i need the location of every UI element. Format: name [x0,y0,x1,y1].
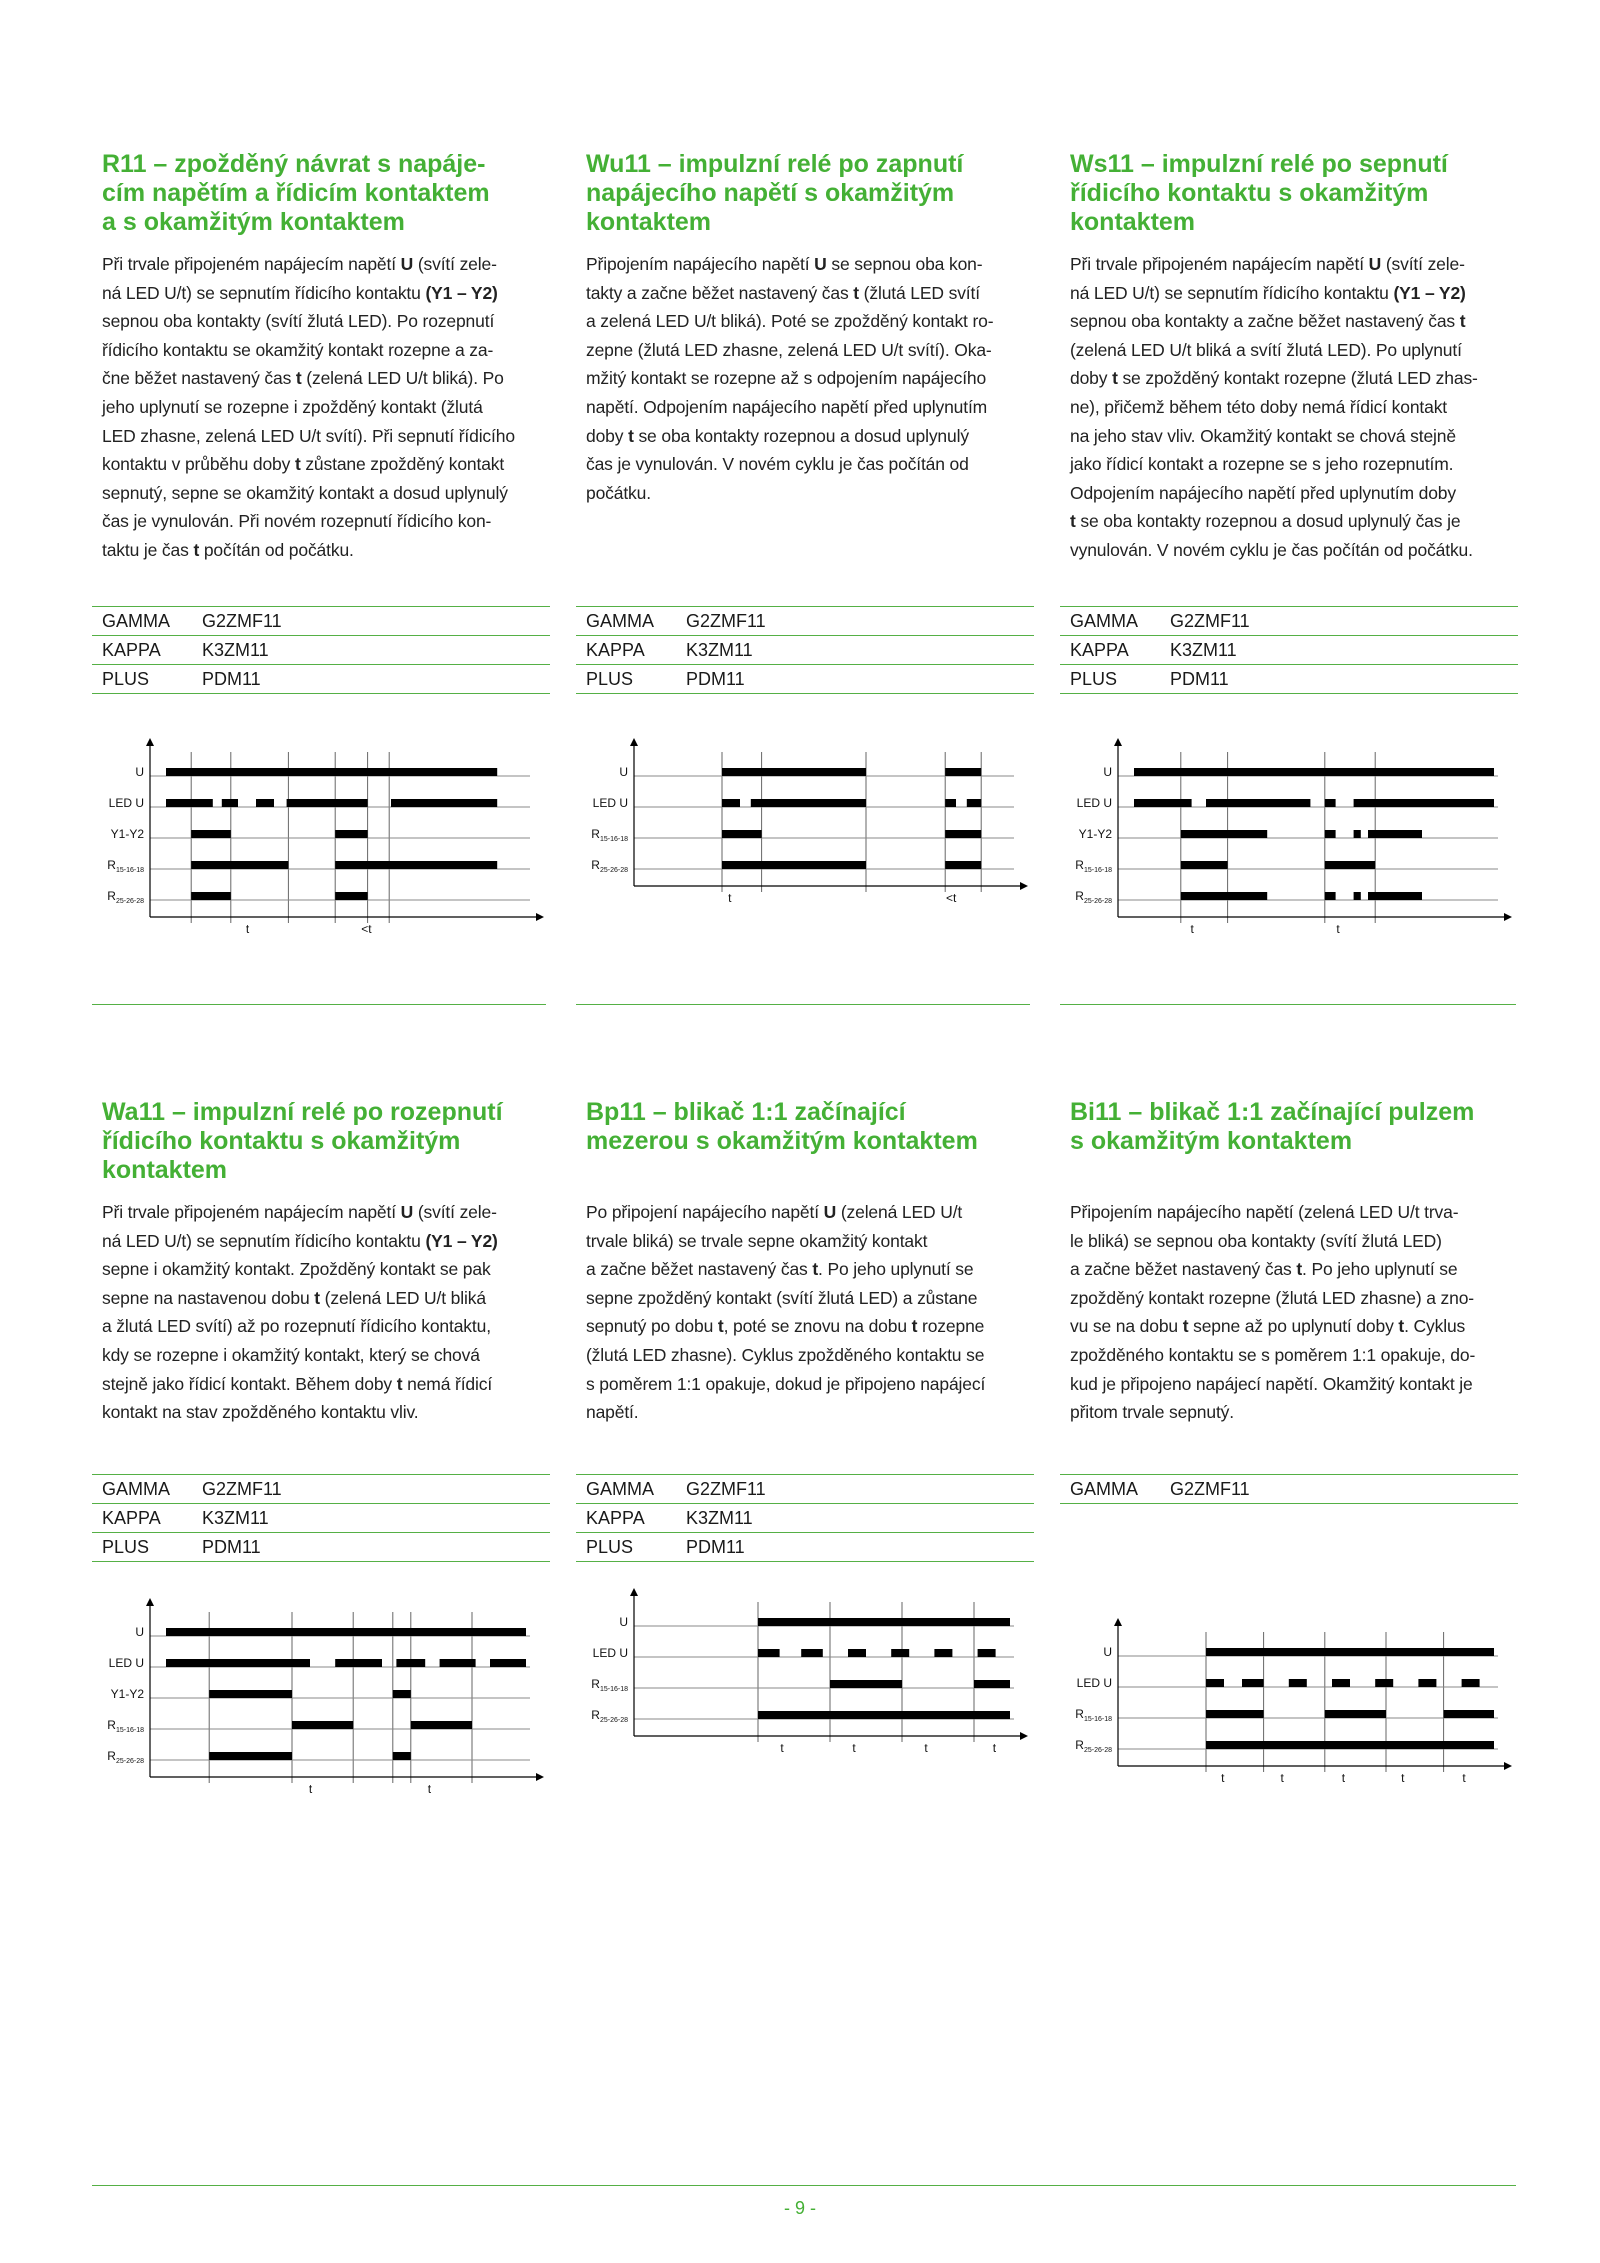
signal-pulse [1418,1679,1436,1687]
signal-pulse [945,768,981,776]
product-family: GAMMA [586,610,655,631]
signal-pulse [191,892,231,900]
y-axis-arrow [146,738,154,746]
text-run: (zelená LED U/t bliká). Po jeho uplynutí se rozepne i zpožděný kontakt (žlutá LED zhasne, zelená LED U/t svítí). Při sepnutí řídicího kontaktu v průběhu doby [102,368,515,475]
signal-pulse [848,1649,866,1657]
product-code: G2ZMF11 [1170,1478,1250,1499]
signal-pulse [335,1659,382,1667]
signal-pulse [440,1659,476,1667]
product-code: PDM11 [1170,668,1229,689]
time-axis-arrow [536,913,544,921]
section-ws11 [1070,150,1518,936]
signal-pulse [1354,830,1361,838]
section-title: Wa11 – impulzní relé po rozepnutí řídicího kontaktu s okamžitým kontaktem [102,1098,503,1184]
signal-pulse [758,1711,1010,1719]
bold-run: (Y1 – Y2) [1393,282,1466,303]
product-family: GAMMA [102,610,171,631]
signal-label-sub: 25-26-28 [599,867,628,874]
signal-pulse [396,1659,425,1667]
product-table [1060,606,1518,694]
time-axis-arrow [1020,882,1028,890]
text-run: , poté se znovu na dobu [723,1316,912,1337]
signal-pulse [978,1649,996,1657]
product-family: GAMMA [1070,610,1139,631]
text-run: . Po jeho uplynutí se sepne zpožděný kontakt (svítí žlutá LED) a zůstane sepnutý po dobu [586,1259,978,1337]
product-family: PLUS [102,1536,150,1557]
signal-label: Y1-Y2 [110,1687,144,1701]
signal-pulse [1206,1648,1494,1656]
signal-pulse [1134,799,1192,807]
product-row [576,636,1034,665]
product-family: PLUS [102,668,150,689]
time-axis-arrow [1504,1762,1512,1770]
section-description [1070,250,1518,565]
signal-label: Y1-Y2 [110,827,144,841]
product-table [576,1474,1034,1562]
section-divider [576,1004,1030,1005]
signal-pulse [1325,830,1336,838]
signal-label: LED U [1076,796,1112,810]
product-row [1060,1475,1518,1504]
bold-run: U [814,254,827,274]
section-wu11 [586,150,1034,905]
signal-label: $R_{15-16-18}$ [591,1677,628,1693]
signal-pulse [391,799,497,807]
timing-diagram [90,1598,550,1801]
text-run: zůstane zpožděný kontakt sepnutý, sepne se okamžitý kontakt a dosud uplynulý čas je vynulován. Při novém rozepnutí řídicího kon- taktu je čas [102,454,508,560]
text-run: sepnou oba kontakty a začne běžet nastavený čas [1070,311,1456,332]
signal-pulse [292,1721,353,1729]
signal-pulse [1354,799,1494,807]
text-run: se sepnou oba kon- takty a začne běžet nastavený čas [586,254,983,303]
signal-label: U [619,1615,628,1629]
signal-label-sub: 15-16-18 [599,1686,628,1693]
signal-pulse [256,799,274,807]
signal-pulse [1206,799,1310,807]
y-axis-arrow [1114,738,1122,746]
signal-pulse [758,1618,1010,1626]
product-row [1060,665,1518,694]
text-run: sepne až po uplynutí doby [1188,1316,1399,1337]
signal-pulse [1206,1741,1494,1749]
signal-label: U [619,765,628,779]
signal-pulse [1289,1679,1307,1687]
signal-label: U [135,1625,144,1639]
signal-pulse [722,830,762,838]
product-code: PDM11 [202,668,261,689]
section-description [102,250,550,565]
bold-run: t [314,1287,320,1308]
signal-pulse [945,830,981,838]
signal-pulse [287,799,368,807]
signal-pulse [1444,1710,1494,1718]
bold-run: t [628,425,634,446]
signal-pulse [1206,1710,1264,1718]
signal-pulse [166,768,497,776]
text-run: Při trvale připojeném napájecím napětí [102,1202,401,1222]
text-run: (zelená LED U/t trvale bliká) se trvale sepne okamžitý kontakt a začne běžet nastavený čas [586,1202,963,1280]
signal-pulse [166,1659,310,1667]
signal-label: LED U [592,796,628,810]
product-family: KAPPA [586,639,645,660]
product-code: G2ZMF11 [202,1478,282,1499]
signal-pulse [1325,1710,1386,1718]
text-run: . Po jeho uplynutí se zpožděný kontakt rozepne (žlutá LED zhasne) a zno- vu se na dobu [1070,1259,1474,1337]
signal-label: $R_{25-26-28}$ [107,889,144,905]
text-run: se zpožděný kontakt rozepne (žlutá LED zhas- ne), přičemž během této doby nemá řídicí kontakt na jeho stav vliv. Okamžitý kontakt se chová stejně jako řídicí kontakt a rozepne se s jeho rozepnutím. Odpojením napájecího napětí před uplynutím doby [1070,368,1478,503]
section-bi11 [1070,1098,1518,1785]
signal-pulse [222,799,238,807]
product-family: KAPPA [102,639,161,660]
page-number: - 9 - [783,2198,816,2218]
section-description [102,1198,550,1427]
product-family: KAPPA [586,1507,645,1528]
bold-run: t [717,1316,724,1337]
time-label: <t [946,891,957,905]
signal-label-sub: 15-16-18 [1083,867,1112,874]
bold-run: U [823,1202,837,1222]
signal-pulse [934,1649,952,1657]
time-label: t [1336,922,1340,936]
signal-pulse [1354,892,1361,900]
signal-label: $R_{15-16-18}$ [1075,858,1112,874]
signal-pulse [830,1680,902,1688]
product-row [576,665,1034,694]
signal-pulse [1325,799,1336,807]
signal-pulse [209,1752,292,1760]
product-row [1060,607,1518,636]
product-row [576,607,1034,636]
signal-pulse [722,768,866,776]
signal-pulse [1462,1679,1480,1687]
time-label: t [1401,1771,1405,1785]
product-row [92,665,550,694]
product-code: K3ZM11 [686,639,753,660]
section-description [586,1198,1034,1427]
signal-label: $R_{25-26-28}$ [591,858,628,874]
signal-pulse [1375,1679,1393,1687]
y-axis-arrow [630,1588,638,1596]
product-row [92,1533,550,1562]
signal-pulse [1134,768,1494,776]
product-code: PDM11 [686,1536,745,1557]
product-code: K3ZM11 [1170,639,1237,660]
signal-pulse [490,1659,526,1667]
signal-pulse [1181,830,1267,838]
y-axis-arrow [630,738,638,746]
text-run: (zelená LED U/t bliká a žlutá LED svítí) až po rozepnutí řídicího kontaktu, kdy se rozepne i okamžitý kontakt, který se chová stejně jako řídicí kontakt. Během doby [102,1287,491,1394]
bold-run: t [853,282,859,303]
signal-label: $R_{25-26-28}$ [1075,1738,1112,1754]
text-run: se oba kontakty rozepnou a dosud uplynulý čas je vynulován. V novém cyklu je čas počítán od počátku. [586,425,969,503]
product-code: PDM11 [686,668,745,689]
bold-run: t [1070,511,1076,532]
signal-pulse [335,892,367,900]
product-family: GAMMA [1070,1478,1139,1499]
timing-diagram [574,1588,1034,1760]
section-title: Bi11 – blikač 1:1 začínající pulzem s okamžitým kontaktem [1070,1098,1475,1155]
time-label: t [780,1741,784,1755]
text-run: Při trvale připojeném napájecím napětí [1070,254,1369,274]
product-table [92,606,550,694]
signal-pulse [1242,1679,1264,1687]
timing-diagram [574,738,1034,910]
signal-pulse [722,861,866,869]
product-code: K3ZM11 [202,639,269,660]
signal-pulse [1325,861,1375,869]
signal-label-sub: 15-16-18 [115,867,144,874]
signal-pulse [945,861,981,869]
text-run: Při trvale připojeném napájecím napětí [102,254,401,274]
timing-diagram-svg [90,1598,550,1801]
y-axis-arrow [1114,1618,1122,1626]
signal-pulse [411,1721,472,1729]
text-run: (žlutá LED svítí a zelená LED U/t bliká). Poté se zpožděný kontakt ro- zepne (žlutá LED zhasne, zelená LED U/t svítí). Oka- mžitý kontakt se rozepne až s odpojením napájecího napětí. Odpojením napájecího napětí před uplynutím doby [586,282,994,446]
bold-run: (Y1 – Y2) [425,1230,498,1251]
bold-run: t [1182,1316,1189,1337]
timing-diagram-svg [574,738,1034,910]
bold-run: t [1459,311,1466,332]
text-run: sepne i okamžitý kontakt. Zpožděný kontakt se pak sepne na nastavenou dobu [102,1259,491,1308]
signal-label: $R_{25-26-28}$ [107,1749,144,1765]
signal-label: LED U [1076,1676,1112,1690]
signal-label: U [1103,765,1112,779]
signal-pulse [191,830,231,838]
bold-run: t [812,1259,819,1280]
timing-diagram [1058,738,1518,941]
product-family: PLUS [1070,668,1118,689]
signal-pulse [945,799,956,807]
signal-label: $R_{25-26-28}$ [1075,889,1112,905]
timing-diagram-svg [1058,738,1518,941]
signal-pulse [1332,1679,1350,1687]
time-label: t [245,922,250,936]
time-label: <t [361,922,372,936]
text-run: Připojením napájecího napětí (zelená LED U/t trva- le bliká) se sepnou oba kontakty (svítí žlutá LED) a začne běžet nastavený čas [1070,1202,1459,1280]
product-family: GAMMA [102,1478,171,1499]
product-family: PLUS [586,1536,634,1557]
signal-label: LED U [108,796,144,810]
product-row [576,1533,1034,1562]
product-code: K3ZM11 [686,1507,753,1528]
timing-diagram [1058,1618,1518,1790]
time-label: t [852,1741,856,1755]
signal-pulse [1325,892,1336,900]
section-title: Bp11 – blikač 1:1 začínající mezerou s okamžitým kontaktem [586,1098,978,1155]
bold-run: t [1398,1316,1405,1337]
text-run: . Cyklus zpožděného kontaktu se s poměrem 1:1 opakuje, do- kud je připojeno napájecí napětí. Okamžitý kontakt je přitom trvale sepnutý. [1070,1316,1476,1423]
product-family: GAMMA [586,1478,655,1499]
time-label: t [1190,922,1194,936]
bold-run: t [911,1316,918,1337]
text-run: se oba kontakty rozepnou a dosud uplynulý čas je vynulován. V novém cyklu je čas počítán od počátku. [1070,511,1473,560]
product-family: KAPPA [1070,639,1129,660]
bold-run: (Y1 – Y2) [425,282,498,303]
product-code: G2ZMF11 [1170,610,1250,631]
signal-pulse [891,1649,909,1657]
bold-run: t [294,454,301,475]
signal-pulse [166,1628,526,1636]
bold-run: U [400,1202,414,1222]
text-run: (svítí zele- ná LED U/t) se sepnutím řídicího kontaktu [1070,254,1465,303]
product-row [1060,636,1518,665]
product-row [92,636,550,665]
footer-rule [92,2185,1516,2186]
timing-diagram-svg [574,1588,1034,1760]
signal-pulse [1368,892,1422,900]
time-label: t [1221,1771,1225,1785]
signal-label: $R_{15-16-18}$ [107,858,144,874]
signal-pulse [722,799,740,807]
signal-pulse [1368,830,1422,838]
time-label: t [992,1741,997,1755]
section-divider [92,1004,546,1005]
signal-label-sub: 15-16-18 [115,1727,144,1734]
section-description [586,250,1034,507]
time-label: t [308,1782,313,1796]
signal-label-sub: 15-16-18 [599,836,628,843]
timing-diagram-svg [1058,1618,1518,1790]
section-title: Ws11 – impulzní relé po sepnutí řídicího kontaktu s okamžitým kontaktem [1070,150,1448,236]
signal-label: Y1-Y2 [1078,827,1112,841]
signal-label-sub: 15-16-18 [1083,1716,1112,1723]
product-code: G2ZMF11 [202,610,282,631]
section-wa11 [102,1098,550,1796]
time-axis-arrow [1020,1732,1028,1740]
text-run: sepnou oba kontakty (svítí žlutá LED). Po rozepnutí řídicího kontaktu se okamžitý kontakt rozepne a za- čne běžet nastavený čas [102,311,495,389]
signal-pulse [335,830,367,838]
signal-pulse [1181,892,1267,900]
bold-run: t [1112,368,1118,389]
text-run: nemá řídicí kontakt na stav zpožděného kontaktu vliv. [102,1373,493,1423]
product-code: G2ZMF11 [686,610,766,631]
signal-label: U [135,765,144,779]
time-axis-arrow [1504,913,1512,921]
time-label: t [924,1741,928,1755]
product-table [92,1474,550,1562]
section-bp11 [586,1098,1034,1755]
time-label: t [427,1782,432,1796]
product-family: PLUS [586,668,634,689]
section-r11 [102,150,550,936]
signal-label: $R_{15-16-18}$ [591,827,628,843]
text-run: (zelená LED U/t bliká a svítí žlutá LED). Po uplynutí doby [1070,339,1462,389]
signal-pulse [166,799,213,807]
section-title: R11 – zpožděný návrat s napáje- cím napětím a řídicím kontaktem a s okamžitým kontaktem [102,150,490,236]
bold-run: t [1296,1259,1303,1280]
bold-run: U [400,254,414,274]
signal-label-sub: 25-26-28 [115,898,144,905]
product-table [1060,1474,1518,1504]
signal-pulse [335,861,497,869]
product-code: G2ZMF11 [686,1478,766,1499]
signal-pulse [967,799,981,807]
signal-pulse [1181,861,1228,869]
signal-label-sub: 25-26-28 [115,1758,144,1765]
time-label: t [728,891,732,905]
bold-run: t [193,539,200,560]
signal-pulse [393,1752,411,1760]
signal-label-sub: 25-26-28 [1083,1747,1112,1754]
signal-label-sub: 25-26-28 [599,1717,628,1724]
time-axis-arrow [536,1773,544,1781]
text-run: Připojením napájecího napětí [586,254,815,274]
signal-pulse [758,1649,780,1657]
product-code: K3ZM11 [202,1507,269,1528]
text-run: (svítí zele- ná LED U/t) se sepnutím řídicího kontaktu [102,1202,497,1251]
product-row [576,1504,1034,1533]
signal-pulse [393,1690,411,1698]
signal-label: LED U [108,1656,144,1670]
y-axis-arrow [146,1598,154,1606]
time-label: t [1462,1771,1466,1785]
section-description [1070,1198,1518,1427]
product-row [92,1475,550,1504]
text-run: (svítí zele- ná LED U/t) se sepnutím řídicího kontaktu [102,254,497,303]
timing-diagram [90,738,550,941]
bold-run: t [396,1373,403,1394]
signal-pulse [1206,1679,1224,1687]
product-code: PDM11 [202,1536,261,1557]
text-run: počítán od počátku. [199,539,354,560]
product-row [92,1504,550,1533]
section-title: Wu11 – impulzní relé po zapnutí napájecího napětí s okamžitým kontaktem [586,150,964,236]
product-family: KAPPA [102,1507,161,1528]
product-row [92,607,550,636]
signal-label: $R_{25-26-28}$ [591,1708,628,1724]
timing-diagram-svg [90,738,550,941]
text-run: Po připojení napájecího napětí [586,1202,824,1222]
text-run: rozepne (žlutá LED zhasne). Cyklus zpožděného kontaktu se s poměrem 1:1 opakuje, dokud je připojeno napájecí napětí. [586,1316,986,1423]
product-row [576,1475,1034,1504]
time-label: t [1341,1771,1346,1785]
signal-pulse [801,1649,823,1657]
signal-label-sub: 25-26-28 [1083,898,1112,905]
signal-pulse [191,861,288,869]
signal-pulse [751,799,866,807]
time-label: t [1280,1771,1284,1785]
signal-label: U [1103,1645,1112,1659]
section-divider [1060,1004,1516,1005]
product-table [576,606,1034,694]
signal-pulse [974,1680,1010,1688]
bold-run: U [1368,254,1382,274]
signal-pulse [209,1690,292,1698]
signal-label: $R_{15-16-18}$ [107,1718,144,1734]
signal-label: LED U [592,1646,628,1660]
signal-label: $R_{15-16-18}$ [1075,1707,1112,1723]
bold-run: t [295,368,302,389]
